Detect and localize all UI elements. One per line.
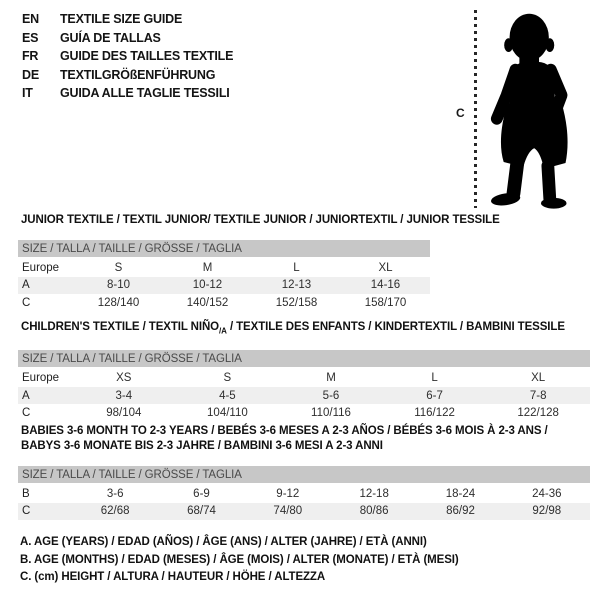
- language-code: IT: [22, 86, 33, 101]
- language-code: ES: [22, 30, 39, 45]
- size-value: 14-16: [370, 279, 401, 292]
- size-value: 86/92: [446, 505, 475, 518]
- size-table-junior: [18, 213, 500, 312]
- size-value: 9-12: [276, 487, 300, 500]
- language-code: FR: [22, 49, 39, 64]
- table-title-line: [21, 424, 590, 439]
- size-value: 110/116: [311, 407, 351, 420]
- row-label: A: [22, 389, 30, 402]
- language-row-es: [22, 29, 233, 48]
- size-value: 68/74: [187, 505, 216, 518]
- table-row-c: [18, 503, 590, 521]
- size-value: M: [202, 261, 213, 274]
- language-title-list: [22, 10, 233, 103]
- size-value: 5-6: [322, 389, 340, 402]
- row-label: B: [22, 487, 30, 500]
- size-header-bar: SIZE / TALLA / TAILLE / GRÖSSE / TAGLIA: [18, 350, 590, 367]
- size-value: XL: [531, 372, 546, 385]
- size-value: 140/152: [186, 296, 229, 309]
- height-dotted-line: [474, 10, 477, 208]
- size-header-bar: SIZE / TALLA / TAILLE / GRÖSSE / TAGLIA: [18, 466, 590, 483]
- size-value: 116/122: [414, 407, 455, 420]
- guide-title: TEXTILE SIZE GUIDE: [60, 12, 183, 27]
- size-table-children: [18, 320, 590, 422]
- size-value: 98/104: [106, 407, 142, 420]
- baby-silhouette-icon: [486, 5, 594, 210]
- table-title-text: / TEXTILE DES ENFANTS / KINDERTEXTIL / BAMBINI TESSILE: [226, 321, 565, 333]
- table-title-text: CHILDREN'S TEXTILE / TEXTIL NIÑO: [21, 321, 220, 333]
- legend-note-a: A. AGE (YEARS) / EDAD (AÑOS) / ÂGE (ANS) / ALTER (JAHRE) / ETÀ (ANNI): [20, 536, 427, 548]
- size-value: 10-12: [192, 279, 223, 292]
- row-label: C: [22, 407, 31, 420]
- table-title-line: [21, 213, 500, 228]
- size-value: 122/128: [517, 407, 559, 420]
- language-row-de: [22, 66, 233, 85]
- size-value: XL: [378, 261, 393, 274]
- size-value: 104/110: [207, 407, 248, 420]
- table-row-europe: [18, 259, 430, 277]
- size-value: 80/86: [359, 505, 389, 518]
- language-code: EN: [22, 12, 39, 27]
- size-value: 4-5: [219, 389, 236, 402]
- legend-note-c: C. (cm) HEIGHT / ALTURA / HAUTEUR / HÖHE / ALTEZZA: [20, 571, 326, 583]
- row-label: C: [22, 296, 31, 309]
- legend-note-b: B. AGE (MONTHS) / EDAD (MESES) / ÂGE (MOIS) / ALTER (MONATE) / ETÀ (MESI): [20, 553, 459, 566]
- row-label: Europe: [22, 372, 60, 385]
- size-value: XS: [116, 372, 132, 385]
- guide-title: GUIDA ALLE TAGLIE TESSILI: [60, 86, 230, 101]
- table-title-line: [21, 320, 590, 338]
- size-value: 152/158: [275, 296, 318, 309]
- table-row-b: [18, 485, 590, 503]
- table-row-a: [18, 277, 430, 295]
- size-value: 6-9: [193, 487, 210, 500]
- size-value: 18-24: [445, 487, 476, 500]
- size-value: 158/170: [364, 296, 407, 309]
- size-value: 12-18: [359, 487, 389, 500]
- height-measure-figure: [448, 0, 598, 215]
- size-value: 74/80: [273, 505, 303, 518]
- height-measure-label: C: [456, 106, 465, 120]
- table-title-subscript: /A: [219, 326, 227, 336]
- size-value: S: [114, 261, 123, 274]
- size-value: M: [326, 372, 336, 385]
- size-table-babies: [18, 424, 590, 520]
- row-label: A: [22, 279, 30, 292]
- language-code: DE: [22, 67, 39, 82]
- table-row-c: [18, 294, 430, 312]
- table-row-c: [18, 404, 590, 422]
- row-label: C: [22, 505, 31, 518]
- size-value: 8-10: [106, 279, 131, 292]
- language-row-fr: [22, 47, 233, 66]
- size-value: 12-13: [281, 279, 312, 292]
- guide-title: GUÍA DE TALLAS: [60, 30, 161, 45]
- table-title-text: JUNIOR TEXTILE / TEXTIL JUNIOR/ TEXTILE JUNIOR / JUNIORTEXTIL / JUNIOR TESSILE: [21, 214, 500, 226]
- table-row-europe: [18, 369, 590, 387]
- table-title: [21, 213, 500, 228]
- legend-notes: [20, 534, 459, 587]
- size-value: 7-8: [529, 389, 547, 402]
- size-value: 62/68: [100, 505, 130, 518]
- table-row-a: [18, 387, 590, 405]
- language-row-en: [22, 10, 233, 29]
- table-title-line: [21, 439, 590, 454]
- size-value: 128/140: [97, 296, 140, 309]
- size-value: S: [223, 372, 232, 385]
- size-value: L: [431, 372, 438, 385]
- table-title-text: BABIES 3-6 MONTH TO 2-3 YEARS / BEBÉS 3-6 MESES A 2-3 AÑOS / BÉBÉS 3-6 MOIS À 2-3 ANS /: [21, 425, 548, 437]
- guide-title: TEXTILGRÖßENFÜHRUNG: [60, 67, 216, 82]
- size-value: 6-7: [426, 389, 443, 402]
- size-value: 3-4: [115, 389, 133, 402]
- size-value: 24-36: [532, 487, 562, 500]
- size-value: 3-6: [106, 487, 124, 500]
- size-header-bar: SIZE / TALLA / TAILLE / GRÖSSE / TAGLIA: [18, 240, 430, 257]
- size-value: 92/98: [532, 505, 562, 518]
- language-row-it: [22, 84, 233, 103]
- table-title: [21, 320, 590, 338]
- size-value: L: [293, 261, 300, 274]
- row-label: Europe: [22, 261, 60, 274]
- guide-title: GUIDE DES TAILLES TEXTILE: [60, 49, 234, 64]
- table-title-text: BABYS 3-6 MONATE BIS 2-3 JAHRE / BAMBINI 3-6 MESI A 2-3 ANNI: [21, 440, 383, 452]
- table-title: [21, 424, 590, 454]
